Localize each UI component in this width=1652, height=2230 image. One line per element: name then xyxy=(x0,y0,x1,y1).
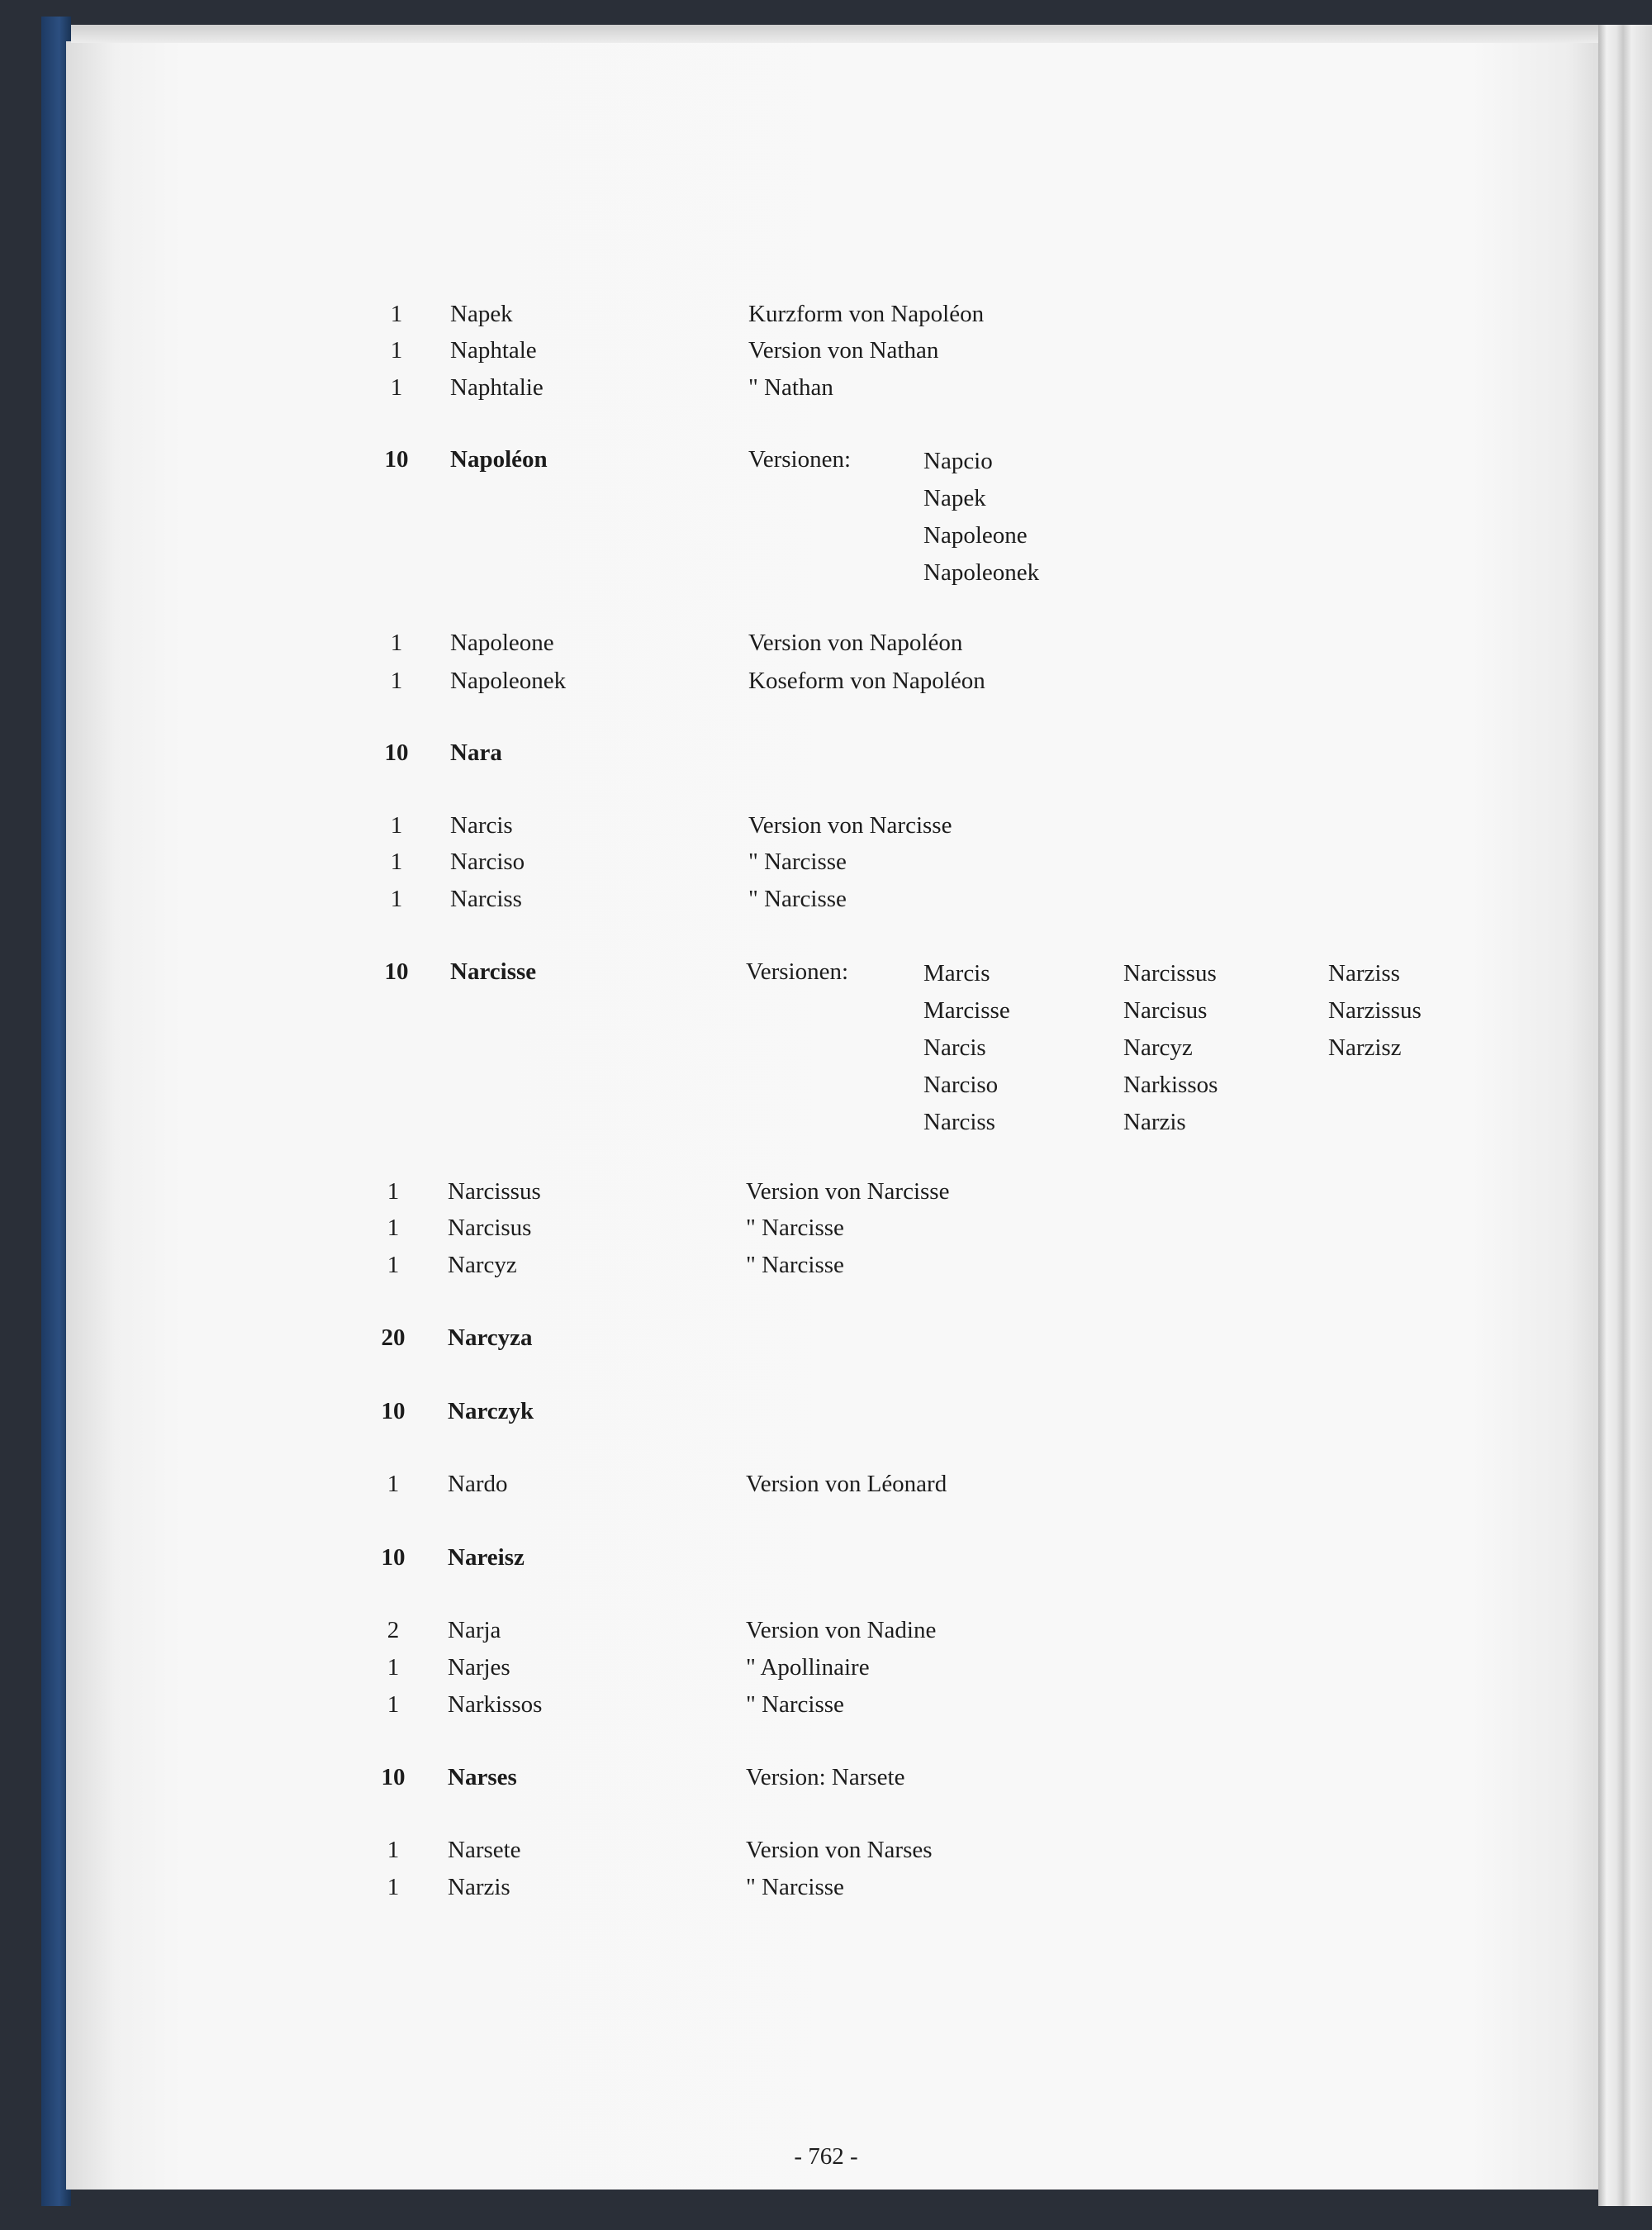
entry-count: 1 xyxy=(390,301,403,327)
entry-count: 1 xyxy=(390,630,403,656)
entry-name: Naphtalie xyxy=(450,374,544,401)
entry-name: Narkissos xyxy=(448,1691,543,1718)
entry-description: Kurzform von Napoléon xyxy=(748,301,985,327)
entry-name: Narzis xyxy=(448,1874,510,1900)
entry-variant: Narzis xyxy=(1123,1109,1186,1135)
entry-variant: Napoleone xyxy=(923,522,1028,549)
entry-variant: Narzisz xyxy=(1328,1034,1402,1061)
entry-count: 1 xyxy=(387,1252,400,1278)
entry-name: Narciso xyxy=(450,849,525,875)
entry-variant: Narciso xyxy=(923,1072,999,1098)
entry-variant: Narcissus xyxy=(1123,960,1217,987)
entry-name: Narcissus xyxy=(448,1178,541,1205)
entry-count: 1 xyxy=(390,886,403,912)
entry-variant: Marcisse xyxy=(923,997,1010,1024)
entry-count: 1 xyxy=(387,1691,400,1718)
entry-description: " Nathan xyxy=(748,374,833,401)
entry-count: 1 xyxy=(387,1837,400,1863)
entry-variant: Marcis xyxy=(923,960,990,987)
entry-count: 1 xyxy=(387,1215,400,1241)
entry-count: 2 xyxy=(387,1617,400,1643)
entry-count: 1 xyxy=(387,1874,400,1900)
entry-name: Nara xyxy=(450,739,502,766)
entry-count: 10 xyxy=(384,958,409,985)
entry-name: Narcyz xyxy=(448,1252,517,1278)
entry-name: Narjes xyxy=(448,1654,510,1681)
entry-name: Napoléon xyxy=(450,446,548,473)
entry-count: 10 xyxy=(384,446,409,473)
entry-variant: Napcio xyxy=(923,448,993,474)
entry-description: " Narcisse xyxy=(746,1691,844,1718)
entry-description: " Narcisse xyxy=(746,1252,844,1278)
entry-name: Nardo xyxy=(448,1471,508,1497)
entry-description: " Narcisse xyxy=(748,849,847,875)
entry-description: Version von Nathan xyxy=(748,337,939,364)
entry-count: 10 xyxy=(384,739,409,766)
entry-description: Version von Nadine xyxy=(746,1617,937,1643)
entry-description: " Narcisse xyxy=(748,886,847,912)
entry-count: 1 xyxy=(387,1471,400,1497)
entry-name: Narses xyxy=(448,1764,517,1790)
entry-name: Narczyk xyxy=(448,1398,534,1424)
entry-variant: Narzissus xyxy=(1328,997,1422,1024)
entry-name: Narciss xyxy=(450,886,522,912)
entry-count: 1 xyxy=(390,374,403,401)
page-top-edge xyxy=(71,25,1607,43)
entry-name: Napoleonek xyxy=(450,668,567,694)
entry-variant: Narkissos xyxy=(1123,1072,1218,1098)
entry-variant: Narziss xyxy=(1328,960,1400,987)
entry-count: 1 xyxy=(390,337,403,364)
entry-count: 1 xyxy=(390,812,403,839)
entry-name: Narcisse xyxy=(450,958,537,985)
entry-name: Narcisus xyxy=(448,1215,532,1241)
entry-name: Napek xyxy=(450,301,513,327)
entry-variant: Narciss xyxy=(923,1109,995,1135)
entry-count: 1 xyxy=(387,1654,400,1681)
page-number: - 762 - xyxy=(794,2143,858,2170)
entry-name: Narcis xyxy=(450,812,513,839)
entry-count: 10 xyxy=(381,1544,406,1571)
entry-description: Version von Léonard xyxy=(746,1471,947,1497)
entry-description: " Narcisse xyxy=(746,1874,844,1900)
entry-description: Version: Narsete xyxy=(746,1764,905,1790)
entry-variant: Narcyz xyxy=(1123,1034,1193,1061)
entry-description: Version von Narses xyxy=(746,1837,933,1863)
entry-variant: Napoleonek xyxy=(923,559,1040,586)
entry-name: Napoleone xyxy=(450,630,554,656)
entry-description: Versionen: xyxy=(746,958,849,985)
entry-count: 1 xyxy=(390,849,403,875)
entry-name: Narsete xyxy=(448,1837,521,1863)
entry-count: 10 xyxy=(381,1398,406,1424)
entry-count: 20 xyxy=(381,1324,406,1351)
entry-description: Koseform von Napoléon xyxy=(748,668,985,694)
page-stack-edge xyxy=(1598,25,1652,2206)
entry-description: Versionen: xyxy=(748,446,852,473)
entry-name: Naphtale xyxy=(450,337,537,364)
entry-description: Version von Napoléon xyxy=(748,630,963,656)
entry-variant: Narcis xyxy=(923,1034,986,1061)
entry-name: Narcyza xyxy=(448,1324,533,1351)
entry-variant: Narcisus xyxy=(1123,997,1208,1024)
entry-description: Version von Narcisse xyxy=(748,812,952,839)
entry-description: " Apollinaire xyxy=(746,1654,870,1681)
entry-description: " Narcisse xyxy=(746,1215,844,1241)
entry-variant: Napek xyxy=(923,485,986,511)
entry-description: Version von Narcisse xyxy=(746,1178,950,1205)
entry-count: 1 xyxy=(387,1178,400,1205)
entry-count: 10 xyxy=(381,1764,406,1790)
entry-name: Nareisz xyxy=(448,1544,525,1571)
entry-count: 1 xyxy=(390,668,403,694)
entry-name: Narja xyxy=(448,1617,501,1643)
